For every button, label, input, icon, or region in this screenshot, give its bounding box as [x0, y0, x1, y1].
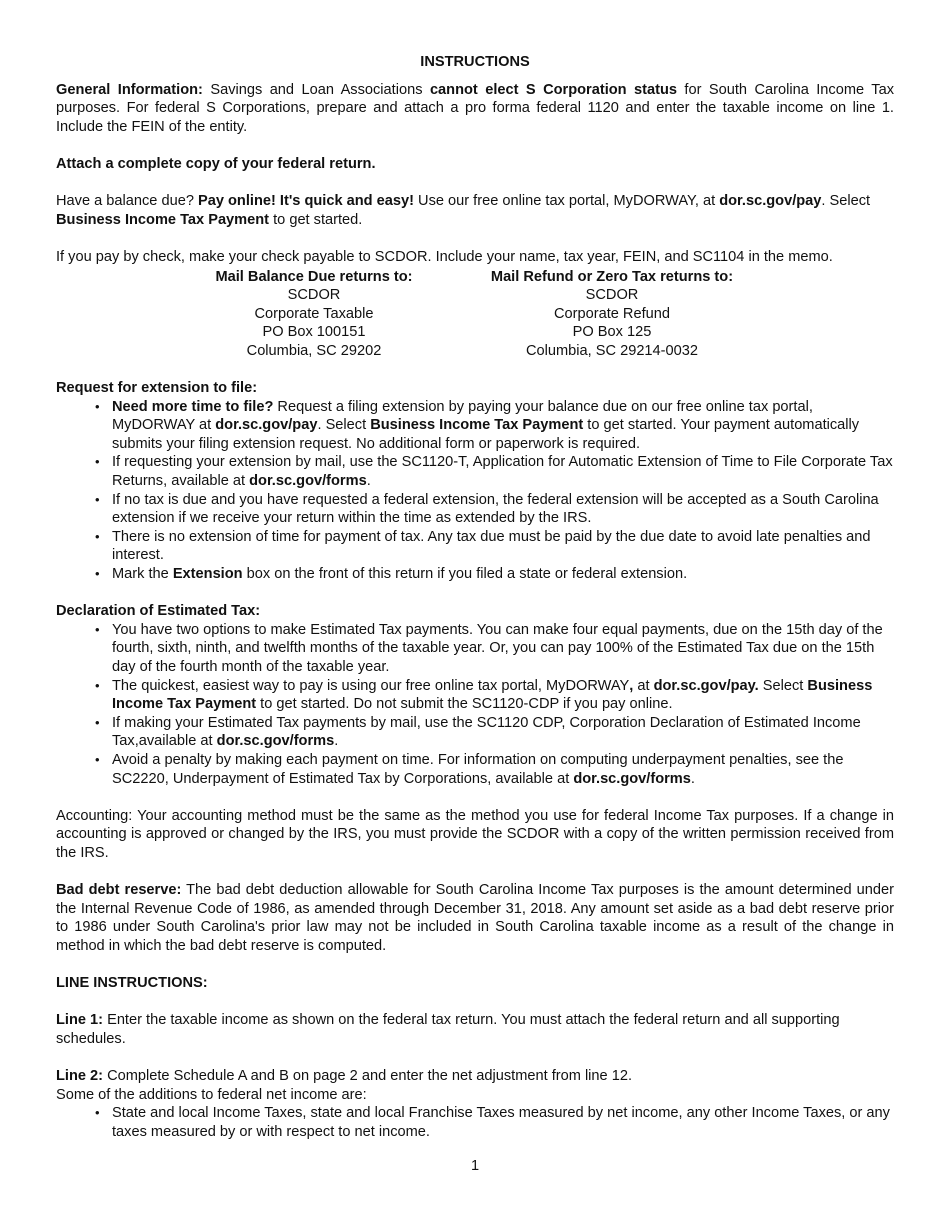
list-item: • Need more time to file? Request a filing extension by paying your balance due on our free online tax portal, MyDORWAY at dor.sc.gov/pay. Select Business Income Tax Payment to get started. Your payment automatically submits your filing extension request. No additional form or paperwork is required. [112, 398, 894, 454]
page-title: INSTRUCTIONS [420, 54, 530, 70]
list-item: • You have two options to make Estimated Tax payments. You can make four equal payments, due on the 15th day of the fourth, sixth, ninth, and twelfth months of the taxable year. Or, you can pay 100% of the Estimated Tax due on the 15th day of the fourth month of the taxable year. [112, 621, 894, 677]
balance-due-paragraph: Have a balance due? Pay online! It's quick and easy! Use our free online tax portal, MyDORWAY, at dor.sc.gov/pay. Select Business Income Tax Payment to get started. [56, 193, 871, 228]
line-2-instruction: Line 2: Complete Schedule A and B on page 2 and enter the net adjustment from line 12. [56, 1068, 633, 1085]
balance-due-address: Mail Balance Due returns to: SCDOR Corporate Taxable PO Box 100151 Columbia, SC 29202 [215, 268, 413, 359]
list-item: • If requesting your extension by mail, use the SC1120-T, Application for Automatic Extension of Time to File Corporate Tax Returns, available at dor.sc.gov/forms. [112, 453, 894, 490]
list-item: • Mark the Extension box on the front of this return if you filed a state or federal extension. [112, 565, 894, 584]
list-item: • The quickest, easiest way to pay is using our free online tax portal, MyDORWAY, at dor.sc.gov/pay. Select Business Income Tax Payment to get started. Do not submit the SC1120-CDP if you pay online. [112, 677, 894, 714]
attach-federal-return-note: Attach a complete copy of your federal return. [56, 155, 376, 172]
line-instructions-heading: LINE INSTRUCTIONS: [56, 975, 208, 992]
list-item: • If making your Estimated Tax payments by mail, use the SC1120 CDP, Corporation Declaration of Estimated Income Tax,available at dor.sc.gov/forms. [112, 714, 894, 751]
page-number: 1 [470, 1158, 480, 1174]
bad-debt-reserve-paragraph: Bad debt reserve: The bad debt deduction allowable for South Carolina Income Tax purposes is the amount determined under the Internal Revenue Code of 1986, as amended through December 31, 2018. Any amount set aside as a bad debt reserve prior to 1986 under South Carolina's prior law may not be included in South Carolina taxable income as a result of the change in method in which the bad debt reserve is computed. [56, 882, 894, 954]
extension-heading: Request for extension to file: [56, 380, 258, 397]
extension-list [56, 398, 894, 584]
estimated-tax-heading: Declaration of Estimated Tax: [56, 603, 261, 620]
accounting-paragraph: Accounting: Your accounting method must be the same as the method you use for federal Income Tax purposes. If a change in accounting is approved or changed by the IRS, you must provide the SCDOR with a copy of the written permission received from the IRS. [56, 807, 894, 861]
line-2-subtext: Some of the additions to federal net income are: [56, 1086, 367, 1103]
refund-address: Mail Refund or Zero Tax returns to: SCDOR Corporate Refund PO Box 125 Columbia, SC 29214-0032 [490, 268, 734, 359]
estimated-tax-list [56, 621, 894, 788]
list-item: • State and local Income Taxes, state and local Franchise Taxes measured by net income, any other Income Taxes, or any taxes measured by or with respect to net income. [112, 1104, 894, 1141]
general-information: General Information: Savings and Loan Associations cannot elect S Corporation status for South Carolina Income Tax purposes. For federal S Corporations, prepare and attach a pro forma federal 1120 and enter the taxable income on line 1. Include the FEIN of the entity. [56, 81, 894, 135]
instructions-page [56, 53, 894, 1141]
list-item: • Avoid a penalty by making each payment on time. For information on computing underpayment penalties, see the SC2220, Underpayment of Estimated Tax by Corporations, available at dor.sc.gov/forms. [112, 751, 894, 788]
pay-by-check-paragraph: If you pay by check, make your check payable to SCDOR. Include your name, tax year, FEIN, and SC1104 in the memo. [56, 248, 833, 265]
list-item: • If no tax is due and you have requested a federal extension, the federal extension will be accepted as a South Carolina extension if we receive your return within the time as extended by the IRS. [112, 491, 894, 528]
line-1-instruction: Line 1: Enter the taxable income as shown on the federal tax return. You must attach the federal return and all supporting schedules. [56, 1012, 840, 1047]
list-item: • There is no extension of time for payment of tax. Any tax due must be paid by the due date to avoid late penalties and interest. [112, 528, 894, 565]
line-2-list [56, 1104, 894, 1141]
mailing-addresses [56, 268, 894, 361]
